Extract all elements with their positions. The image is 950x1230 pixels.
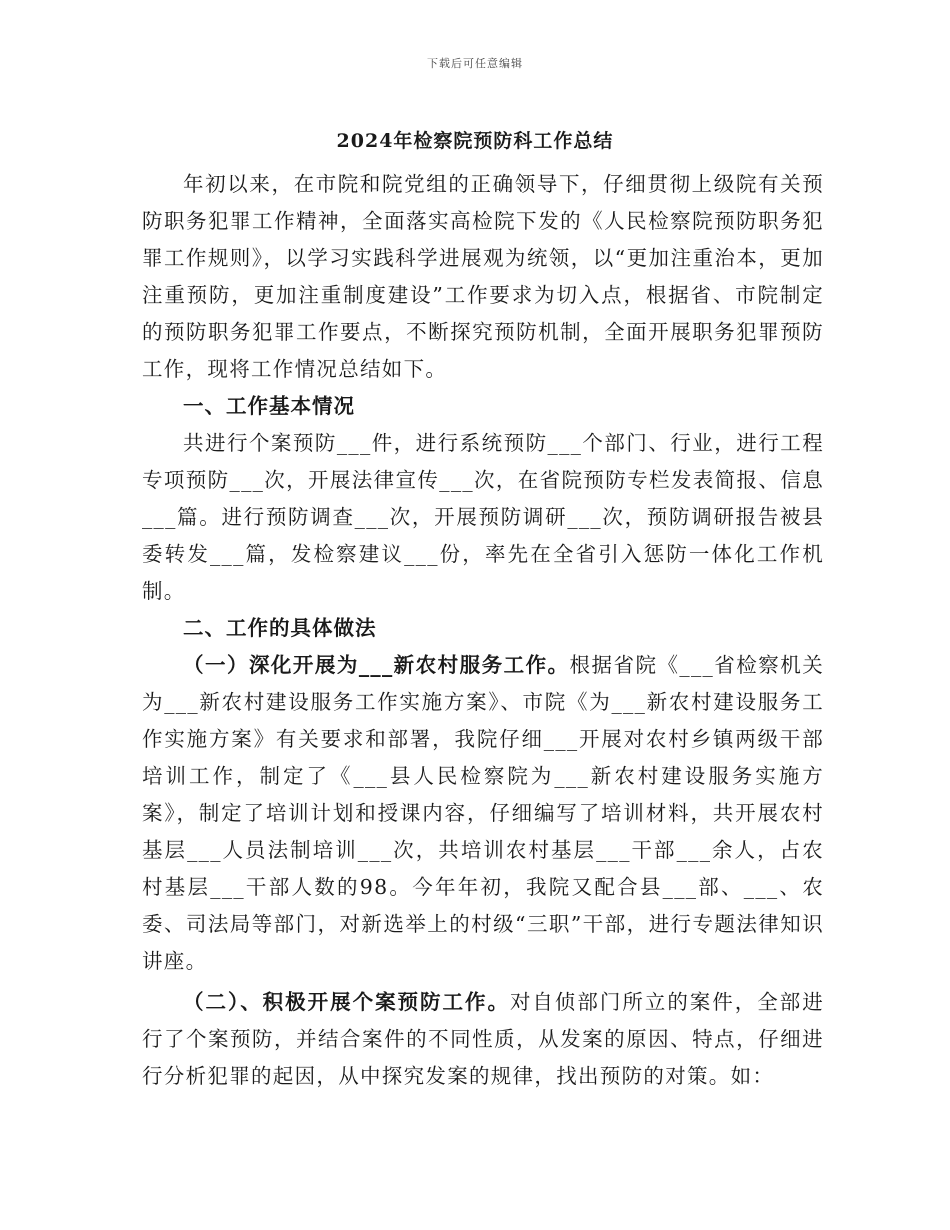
section-heading-methods: 二、工作的具体做法 [183, 616, 377, 640]
section-basic-paragraph: 共进行个案预防___件，进行系统预防___个部门、行业，进行工程专项预防___次，开展法律宣传___次，在省院预防专栏发表简报、信息___篇。进行预防调查___次，开展预防调研___次，预防调研报告被县委转发___篇，发检察建议___份，率先在全省引入惩防一体化工作机制。 [142, 431, 824, 603]
header-note: 下载后可任意编辑 [427, 57, 523, 70]
item-rural-service-lead: （一）深化开展为___新农村服务工作。 [183, 653, 570, 677]
item-case-prevention-paragraph [142, 984, 824, 1095]
item-rural-service-paragraph [142, 647, 824, 980]
document-body [142, 166, 824, 1095]
section-heading-basic: 一、工作基本情况 [183, 394, 355, 418]
item-case-prevention-lead: （二）、积极开展个案预防工作。 [183, 990, 510, 1014]
document-title: 2024年检察院预防科工作总结 [336, 130, 614, 152]
item-case-prevention-body: 对自侦部门所立的案件，全部进行了个案预防，并结合案件的不同性质，从发案的原因、特点，仔细进行分析犯罪的起因，从中探究发案的规律，找出预防的对策。如： [142, 990, 824, 1088]
intro-paragraph: 年初以来，在市院和院党组的正确领导下，仔细贯彻上级院有关预防职务犯罪工作精神，全面落实高检院下发的《人民检察院预防职务犯罪工作规则》，以学习实践科学进展观为统领，以“更加注重治本，更加注重预防，更加注重制度建设”工作要求为切入点，根据省、市院制定的预防职务犯罪工作要点，不断探究预防机制，全面开展职务犯罪预防工作，现将工作情况总结如下。 [142, 172, 824, 381]
item-rural-service-body: 根据省院《___省检察机关为___新农村建设服务工作实施方案》、市院《为___新农村建设服务工作实施方案》有关要求和部署，我院仔细___开展对农村乡镇两级干部培训工作，制定了《___县人民检察院为___新农村建设服务实施方案》，制定了培训计划和授课内容，仔细编写了培训材料，共开展农村基层___人员法制培训___次，共培训农村基层___干部___余人，占农村基层___干部人数的98。今年年初，我院又配合县___部、___、农委、司法局等部门，对新选举上的村级“三职”干部，进行专题法律知识讲座。 [142, 653, 824, 973]
